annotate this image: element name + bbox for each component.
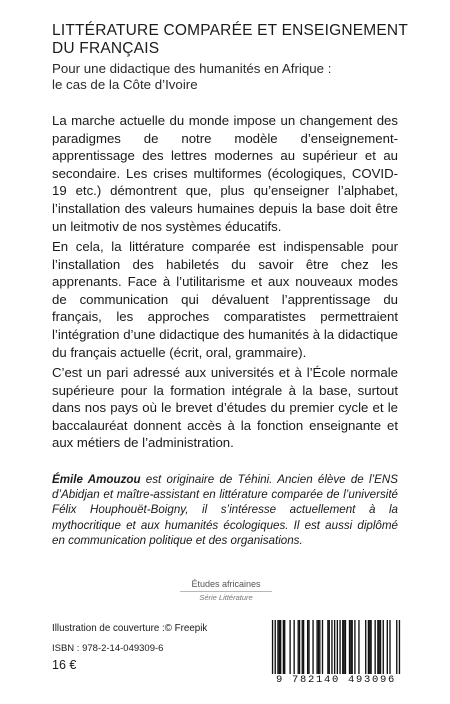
barcode-bar (299, 620, 300, 674)
barcode-bar (322, 620, 323, 674)
barcode-bar (334, 620, 335, 674)
cover-illustration-credit: Illustration de couverture :© Freepik (52, 623, 208, 634)
barcode-bar (308, 620, 309, 674)
barcode-bar (316, 620, 317, 674)
barcode-bar (275, 620, 276, 674)
book-subtitle (52, 61, 412, 93)
book-title: LITTÉRATURE COMPARÉE ET ENSEIGNEMENT DU FRANÇAIS (52, 22, 408, 57)
barcode-bar (298, 620, 299, 674)
barcode (258, 618, 414, 694)
subtitle-line-1: Pour une didactique des humanités en Afrique : (52, 61, 332, 76)
barcode-bar (379, 620, 380, 674)
barcode-bar (319, 620, 320, 674)
barcode-bar (377, 620, 378, 674)
barcode-bar (396, 620, 397, 674)
barcode-bar (389, 620, 390, 674)
barcode-bar (370, 620, 371, 674)
author-name: Émile Amouzou (52, 473, 141, 486)
barcode-bar (352, 620, 353, 674)
barcode-bar (365, 620, 366, 674)
author-bio-text: est originaire de Téhini. Ancien élève de l’ENS d’Abidjan et maître-assistant en littérature comparée de l’université Félix Houphouët-Boigny, il s’intéresse actuellement à la mythocritique et aux humanités écologiques. Il est aussi diplômé en communication politique et des organisations. (52, 473, 398, 547)
barcode-bar (350, 620, 351, 674)
barcode-bar (354, 620, 355, 674)
barcode-bar (339, 620, 340, 674)
price: 16 € (52, 658, 77, 672)
barcode-bar (343, 620, 344, 674)
blurb-paragraph-1: La marche actuelle du monde impose un changement des paradigmes de notre modèle d’enseignement-apprentissage des lettres modernes au supérieur et au secondaire. Les crises multiformes (écologiques, COVID-19 etc.) démontrent que, plus qu’enseigner l’alphabet, l’installation des valeurs humaines depuis la base doit être un leitmotiv de nos systèmes éducatifs. (52, 113, 398, 234)
blurb-paragraph-3: C’est un pari adressé aux universités et à l’École normale supérieure pour la formation intégrale à la base, surtout dans nos pays où le brevet d’études du premier cycle et le baccalauréat donnent accès à la fonction enseignante et aux métiers de l’administration. (52, 365, 398, 451)
subtitle-line-2: le cas de la Côte d’Ivoire (52, 77, 198, 92)
barcode-bar (280, 620, 281, 674)
barcode-bar (399, 620, 400, 674)
barcode-digits: 9 782140 493096 (275, 674, 396, 686)
barcode-bar (368, 620, 369, 674)
barcode-bar (307, 620, 308, 674)
barcode-bar (358, 620, 359, 674)
barcode-bar (272, 620, 273, 674)
barcode-bar (289, 620, 290, 674)
barcode-bar (284, 620, 285, 674)
barcode-bar (279, 620, 280, 674)
barcode-bar (329, 620, 330, 674)
barcode-bars (258, 618, 414, 674)
barcode-bar (331, 620, 332, 674)
author-bio (52, 472, 398, 548)
barcode-bar (318, 620, 319, 674)
subseries-name: Série Littérature (199, 593, 253, 602)
barcode-bar (283, 620, 284, 674)
collection-name: Études africaines (180, 579, 272, 592)
barcode-bar (302, 620, 303, 674)
barcode-bar (374, 620, 375, 674)
barcode-bar (312, 620, 313, 674)
barcode-bar (345, 620, 346, 674)
barcode-bar (277, 620, 278, 674)
series-label (180, 579, 272, 609)
isbn: ISBN : 978-2-14-049309-6 (52, 643, 164, 654)
barcode-bar (387, 620, 388, 674)
blurb-paragraph-2: En cela, la littérature comparée est indispensable pour l’installation des habiletés du savoir être chez les apprenants. Face à l’utilitarisme et aux nouveaux modes de communication qui dévaluent l’apprentissage du français, les approches comparatistes permettraient l’intégration d’une didactique des humanités à la didactique du français actuelle (écrit, oral, grammaire). (52, 239, 398, 360)
barcode-bar (303, 620, 304, 674)
barcode-bar (342, 620, 343, 674)
barcode-bar (337, 620, 338, 674)
barcode-bar (383, 620, 384, 674)
barcode-bar (327, 620, 328, 674)
barcode-bar (369, 620, 370, 674)
barcode-bar (380, 620, 381, 674)
barcode-bar (349, 620, 350, 674)
barcode-bar (293, 620, 294, 674)
